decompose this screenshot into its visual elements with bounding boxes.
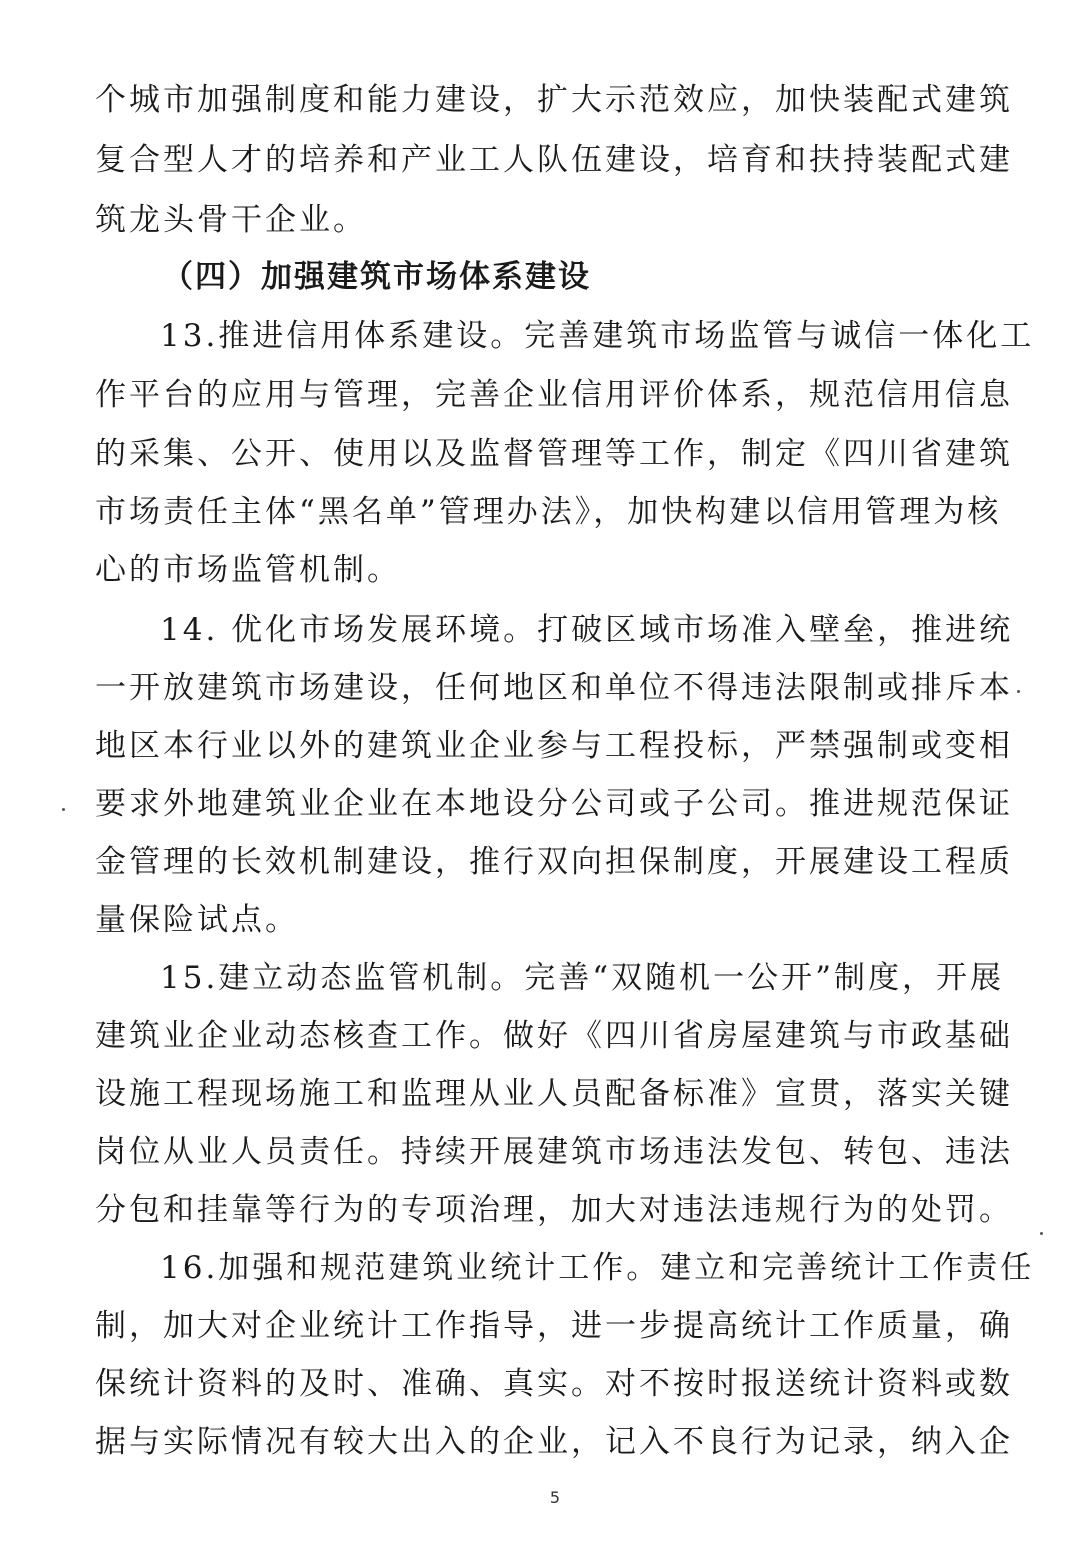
page-number: 5 <box>549 1488 561 1507</box>
paragraph-start-line: 13.推进信用体系建设。完善建筑市场监管与诚信一体化工 <box>160 318 1035 354</box>
body-line: 地区本行业以外的建筑业企业参与工程投标，严禁强制或变相 <box>95 728 1013 764</box>
body-line: 复合型人才的培养和产业工人队伍建设，培育和扶持装配式建 <box>95 142 1013 178</box>
body-line: 保统计资料的及时、准确、真实。对不按时报送统计资料或数 <box>95 1366 1013 1402</box>
body-line: 要求外地建筑业企业在本地设分公司或子公司。推进规范保证 <box>95 786 1013 822</box>
paragraph-start-line: 16.加强和规范建筑业统计工作。建立和完善统计工作责任 <box>160 1250 1035 1286</box>
body-line: 心的市场监管机制。 <box>95 552 401 588</box>
body-line: 的采集、公开、使用以及监督管理等工作，制定《四川省建筑 <box>95 436 1013 472</box>
body-line: 据与实际情况有较大出入的企业，记入不良行为记录，纳入企 <box>95 1424 1013 1460</box>
body-line: 量保险试点。 <box>95 902 299 938</box>
body-line: 一开放建筑市场建设，任何地区和单位不得违法限制或排斥本 <box>95 670 1013 706</box>
body-line: 制，加大对企业统计工作指导，进一步提高统计工作质量，确 <box>95 1308 1013 1344</box>
scan-speck <box>1017 690 1020 693</box>
body-line: 作平台的应用与管理，完善企业信用评价体系，规范信用信息 <box>95 377 1013 413</box>
paragraph-start-line: 14. 优化市场发展环境。打破区域市场准入壁垒，推进统 <box>160 612 1014 648</box>
body-line: 市场责任主体“黑名单”管理办法》，加快构建以信用管理为核 <box>95 494 1002 530</box>
body-line: 筑龙头骨干企业。 <box>95 202 367 238</box>
scan-speck <box>62 808 65 811</box>
body-line: 个城市加强制度和能力建设，扩大示范效应，加快装配式建筑 <box>95 82 1013 118</box>
section-heading: （四）加强建筑市场体系建设 <box>162 259 591 295</box>
body-line: 金管理的长效机制建设，推行双向担保制度，开展建设工程质 <box>95 844 1013 880</box>
scan-speck <box>1040 1232 1043 1235</box>
body-line: 建筑业企业动态核查工作。做好《四川省房屋建筑与市政基础 <box>95 1018 1013 1054</box>
body-line: 设施工程现场施工和监理从业人员配备标准》宣贯，落实关键 <box>95 1076 1013 1112</box>
paragraph-start-line: 15.建立动态监管机制。完善“双随机一公开”制度，开展 <box>160 960 1004 996</box>
body-line: 岗位从业人员责任。持续开展建筑市场违法发包、转包、违法 <box>95 1134 1013 1170</box>
body-line: 分包和挂靠等行为的专项治理，加大对违法违规行为的处罚。 <box>95 1192 1013 1228</box>
